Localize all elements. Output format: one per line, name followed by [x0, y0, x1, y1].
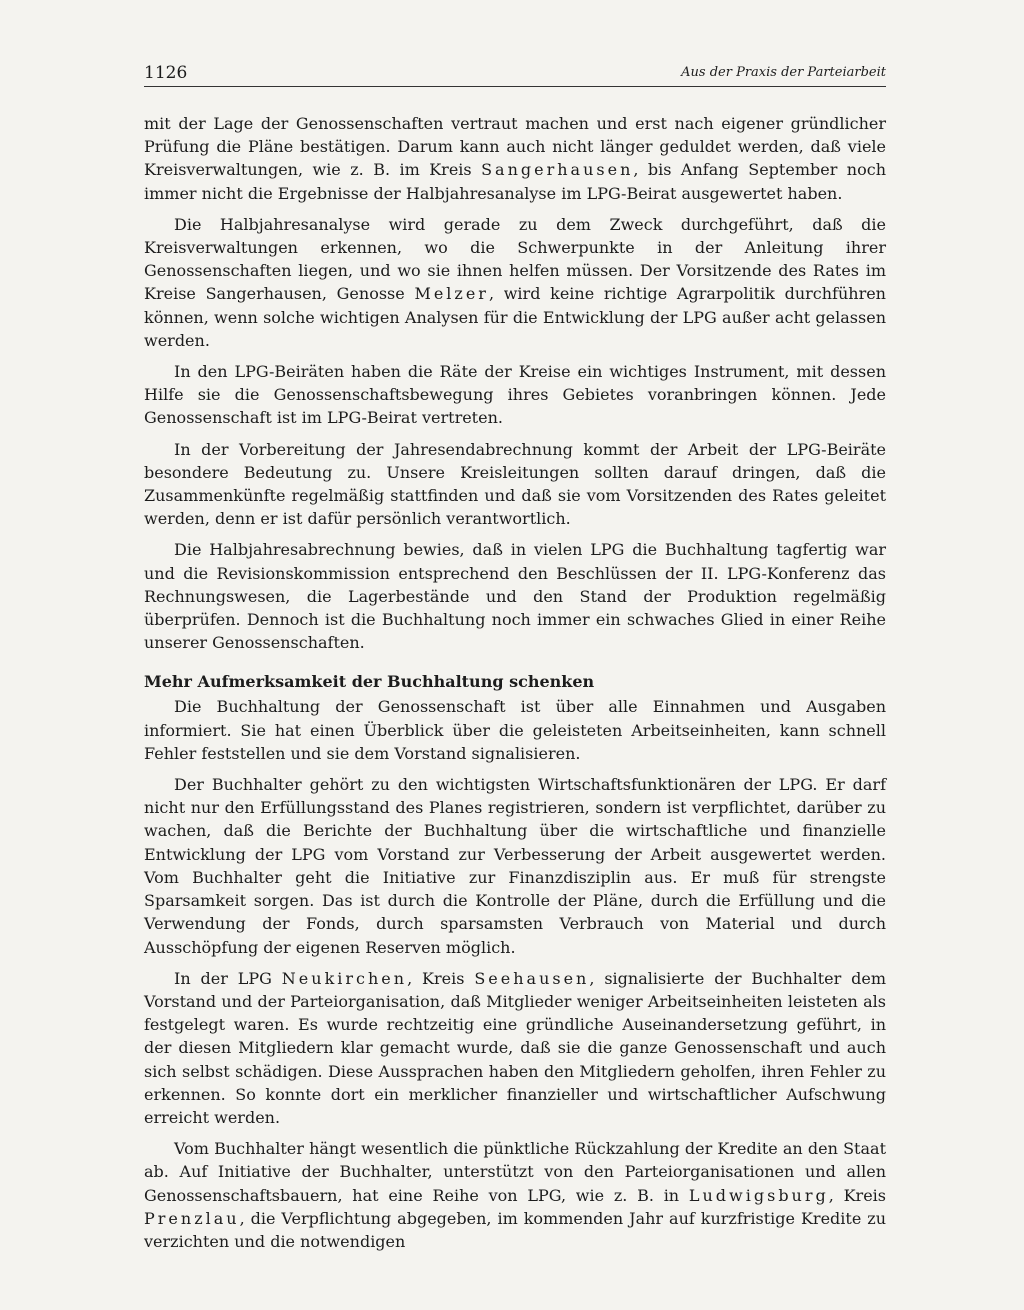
paragraph-9-text-e: , die Verpflichtung abgegeben, im kommenden Jahr auf kurzfristige Kredite zu verzichten und die notwendigen: [144, 1208, 886, 1251]
paragraph-2: [144, 213, 886, 352]
place-name-sangerhausen: Sangerhausen: [481, 160, 634, 180]
person-name-melzer: Melzer: [414, 284, 489, 304]
place-name-neukirchen: Neukirchen: [281, 968, 408, 988]
paragraph-3: In den LPG-Beiräten haben die Räte der Kreise ein wichtiges Instrument, mit dessen Hilfe sie die Genossenschaftsbewegung ihres Gebietes voranbringen können. Jede Genossenschaft ist im LPG-Beirat vertreten.: [144, 362, 886, 428]
paragraph-1-text-a: mit der Lage der Genossenschaften vertraut machen und erst nach eigener gründlicher Prüfung die Pläne bestätigen. Darum kann auch nicht länger geduldet werden, daß viele Kreisverwaltungen, wie z. B. im Kreis: [144, 114, 886, 180]
paragraph-9-text-a: Vom Buchhalter hängt wesentlich die pünktliche Rückzahlung der Kredite an den Staat ab. Auf Initiative der Buchhalter, unterstützt von den Parteiorganisationen und allen Genossenschaftsbauern, hat eine Reihe von LPG, wie z. B. in: [144, 1139, 886, 1205]
paragraph-4: In der Vorbereitung der Jahresendabrechnung kommt der Arbeit der LPG-Beiräte besondere Bedeutung zu. Unsere Kreisleitungen sollten darauf dringen, daß die Zusammenkünfte regelmäßig stattfinden und daß sie vom Vorsitzenden des Rates geleitet werden, denn er ist dafür persönlich verantwortlich.: [144, 439, 886, 529]
paragraph-6: Die Buchhaltung der Genossenschaft ist über alle Einnahmen und Ausgaben informiert. Sie hat einen Überblick über die geleisteten Arbeitseinheiten, kann schnell Fehler feststellen und sie dem Vorstand signalisieren.: [144, 697, 886, 763]
header-rule: [144, 86, 886, 87]
paragraph-8-text-a: In der LPG: [174, 968, 282, 988]
page-header: [144, 60, 886, 86]
article-body: [144, 112, 886, 1261]
place-name-ludwigsburg: Ludwigsburg: [688, 1185, 829, 1205]
running-head: Aus der Praxis der Parteiarbeit: [681, 65, 886, 80]
paragraph-8: [144, 967, 886, 1129]
paragraph-5: Die Halbjahresabrechnung bewies, daß in vielen LPG die Buchhaltung tagfertig war und die Revisionskommission entsprechend den Beschlüssen der II. LPG-Konferenz das Rechnungswesen, die Lagerbestände und den Stand der Produktion regelmäßig überprüfen. Dennoch ist die Buchhaltung noch immer ein schwaches Glied in einer Reihe unserer Genossenschaften.: [144, 540, 886, 653]
paragraph-2-text-a: Die Halbjahresanalyse wird gerade zu dem Zweck durchgeführt, daß die Kreisverwaltungen erkennen, wo die Schwerpunkte in der Anleitung ihrer Genossenschaften liegen, und wo sie ihnen helfen müssen. Der Vorsitzende des Rates im Kreise Sangerhausen, Genosse: [144, 214, 886, 304]
paragraph-2-text-c: , wird keine richtige Agrarpolitik durchführen können, wenn solche wichtigen Analysen für die Entwicklung der LPG außer acht gelassen werden.: [144, 284, 886, 350]
paragraph-1-text-c: , bis Anfang September noch immer nicht die Ergebnisse der Halbjahresanalyse im LPG-Beirat ausgewertet haben.: [144, 160, 887, 203]
place-name-prenzlau: Prenzlau: [144, 1208, 240, 1228]
section-heading: Mehr Aufmerksamkeit der Buchhaltung schenken: [144, 672, 595, 692]
paragraph-9-text-c: , Kreis: [828, 1185, 886, 1205]
page-number: 1126: [144, 63, 188, 83]
paragraph-1: [144, 112, 886, 205]
paragraph-8-text-e: , signalisierte der Buchhalter dem Vorstand und der Parteiorganisation, daß Mitglieder weniger Arbeitseinheiten leisteten als festgelegt waren. Es wurde rechtzeitig eine gründliche Auseinandersetzung geführt, in der diesen Mitgliedern klar gemacht wurde, daß sie die ganze Genossenschaft und auch sich selbst schädigen. Diese Aussprachen haben den Mitgliedern geholfen, ihren Fehler zu erkennen. So konnte dort ein merklicher finanzieller und wirtschaftlicher Aufschwung erreicht werden.: [144, 968, 887, 1127]
place-name-seehausen: Seehausen: [474, 968, 590, 988]
paragraph-7: Der Buchhalter gehört zu den wichtigsten Wirtschaftsfunktionären der LPG. Er darf nicht nur den Erfüllungsstand des Planes registrieren, sondern ist verpflichtet, darüber zu wachen, daß die Berichte der Buchhaltung über die wirtschaftliche und finanzielle Entwicklung der LPG vom Vorstand zur Verbesserung der Arbeit ausgewertet werden. Vom Buchhalter geht die Initiative zur Finanzdisziplin aus. Er muß für strengste Sparsamkeit sorgen. Das ist durch die Kontrolle der Pläne, durch die Erfüllung und die Verwendung der Fonds, durch sparsamsten Verbrauch von Material und durch Ausschöpfung der eigenen Reserven möglich.: [144, 775, 886, 957]
paragraph-8-text-c: , Kreis: [407, 968, 475, 988]
paragraph-9: [144, 1137, 886, 1253]
